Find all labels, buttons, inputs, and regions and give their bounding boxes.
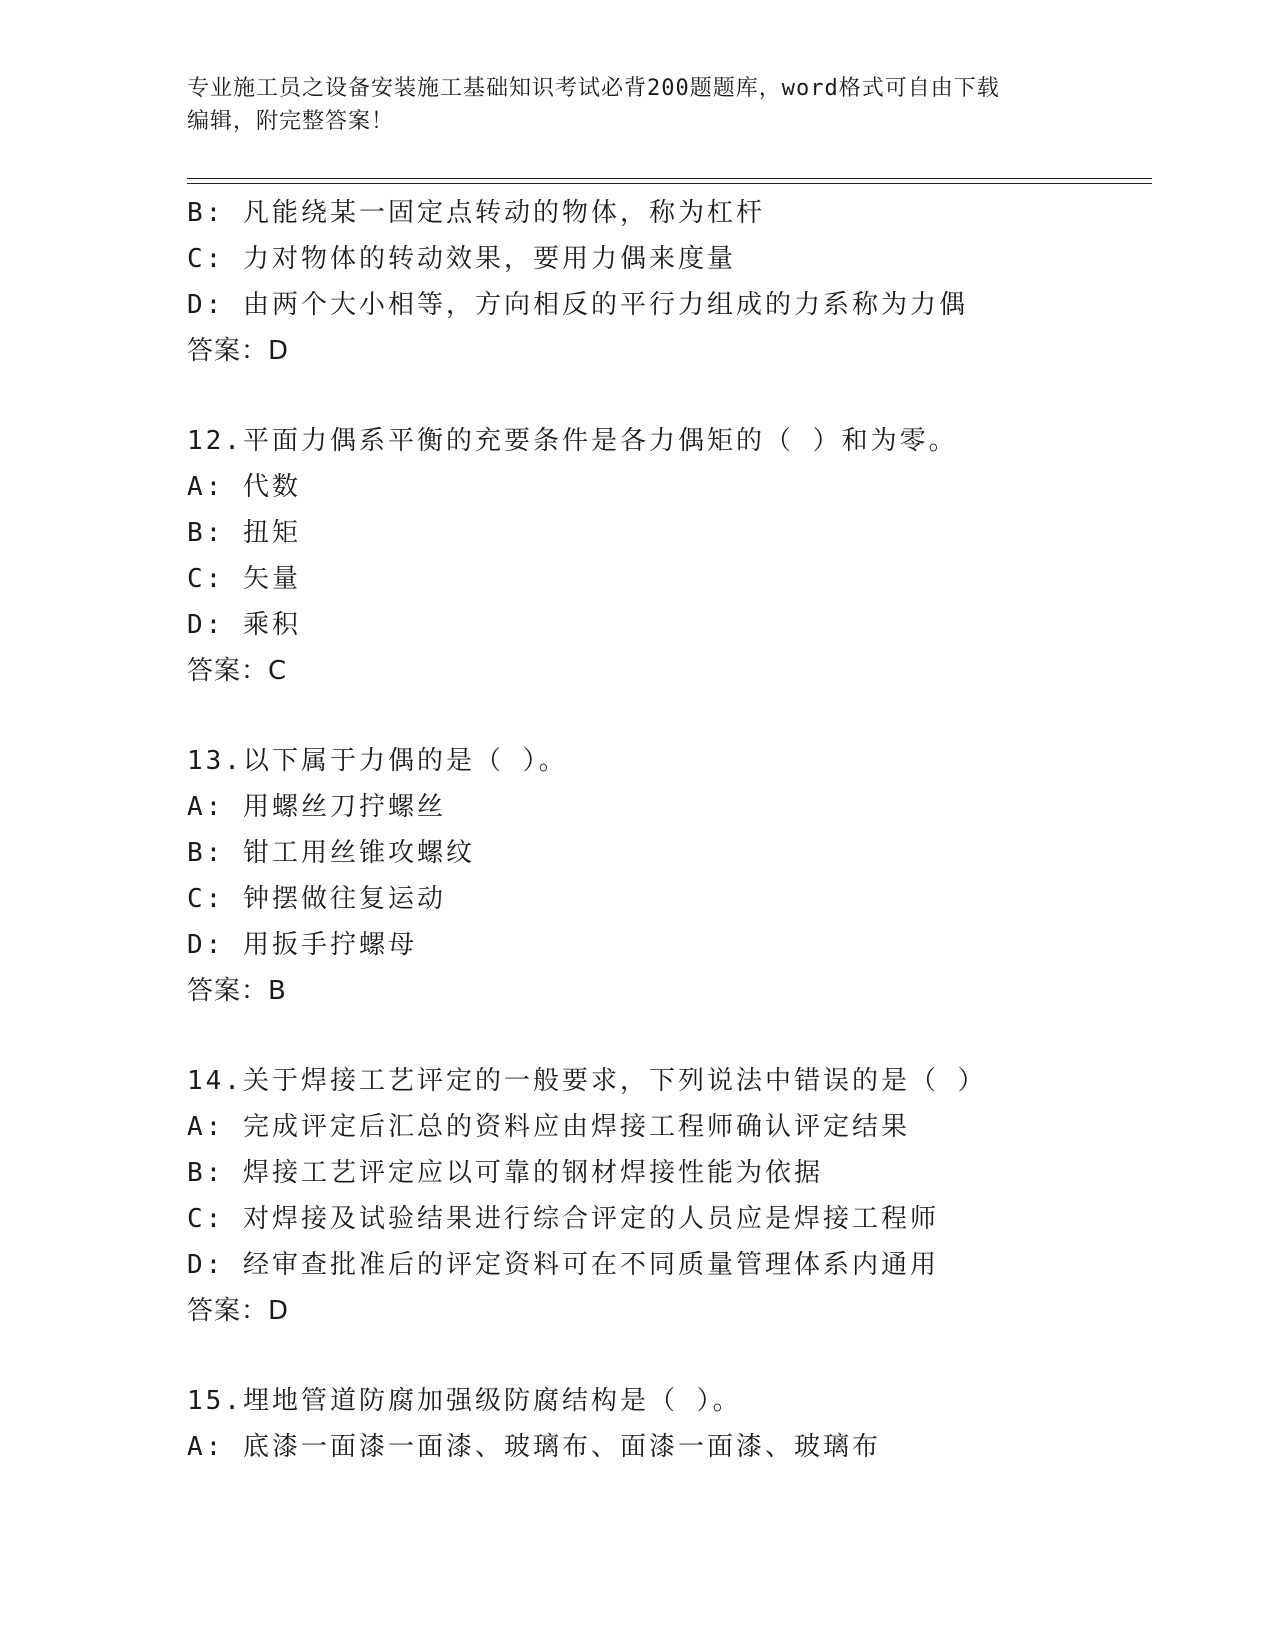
question-stem: 12.平面力偶系平衡的充要条件是各力偶矩的（ ）和为零。 xyxy=(187,426,958,456)
question-stem: 15.埋地管道防腐加强级防腐结构是（ ）。 xyxy=(187,1386,742,1416)
header-title-line-1: 专业施工员之设备安装施工基础知识考试必背200题题库，word格式可自由下载 xyxy=(187,76,1000,101)
option-c: C: 对焊接及试验结果进行综合评定的人员应是焊接工程师 xyxy=(187,1204,939,1234)
option-a: A: 完成评定后汇总的资料应由焊接工程师确认评定结果 xyxy=(187,1112,910,1142)
option-b: B: 焊接工艺评定应以可靠的钢材焊接性能为依据 xyxy=(187,1158,823,1188)
answer-line: 答案：D xyxy=(187,336,290,366)
option-c: C: 矢量 xyxy=(187,564,301,594)
question-block-11-partial xyxy=(187,190,1152,374)
question-block-15 xyxy=(187,1378,1152,1470)
header-divider-bottom xyxy=(187,183,1152,184)
option-d: D: 乘积 xyxy=(187,610,301,640)
option-b: B: 凡能绕某一固定点转动的物体，称为杠杆 xyxy=(187,198,765,228)
answer-line: 答案：C xyxy=(187,656,288,686)
question-stem: 13.以下属于力偶的是（ ）。 xyxy=(187,746,568,776)
answer-line: 答案：D xyxy=(187,1296,290,1326)
question-stem: 14.关于焊接工艺评定的一般要求，下列说法中错误的是（ ） xyxy=(187,1066,987,1096)
option-d: D: 经审查批准后的评定资料可在不同质量管理体系内通用 xyxy=(187,1250,939,1280)
answer-line: 答案：B xyxy=(187,976,287,1006)
header-title-line-2: 编辑，附完整答案！ xyxy=(187,109,395,134)
option-c: C: 钟摆做往复运动 xyxy=(187,884,446,914)
option-d: D: 用扳手拧螺母 xyxy=(187,930,417,960)
option-c: C: 力对物体的转动效果，要用力偶来度量 xyxy=(187,244,736,274)
question-block-13 xyxy=(187,738,1152,1014)
option-a: A: 代数 xyxy=(187,472,301,502)
option-b: B: 扭矩 xyxy=(187,518,301,548)
option-d: D: 由两个大小相等，方向相反的平行力组成的力系称为力偶 xyxy=(187,290,968,320)
question-block-12 xyxy=(187,418,1152,694)
document-header xyxy=(187,72,1087,138)
header-divider-top xyxy=(187,178,1152,179)
option-a: A: 底漆一面漆一面漆、玻璃布、面漆一面漆、玻璃布 xyxy=(187,1432,881,1462)
question-block-14 xyxy=(187,1058,1152,1334)
question-list xyxy=(187,190,1152,1470)
option-b: B: 钳工用丝锥攻螺纹 xyxy=(187,838,475,868)
option-a: A: 用螺丝刀拧螺丝 xyxy=(187,792,446,822)
